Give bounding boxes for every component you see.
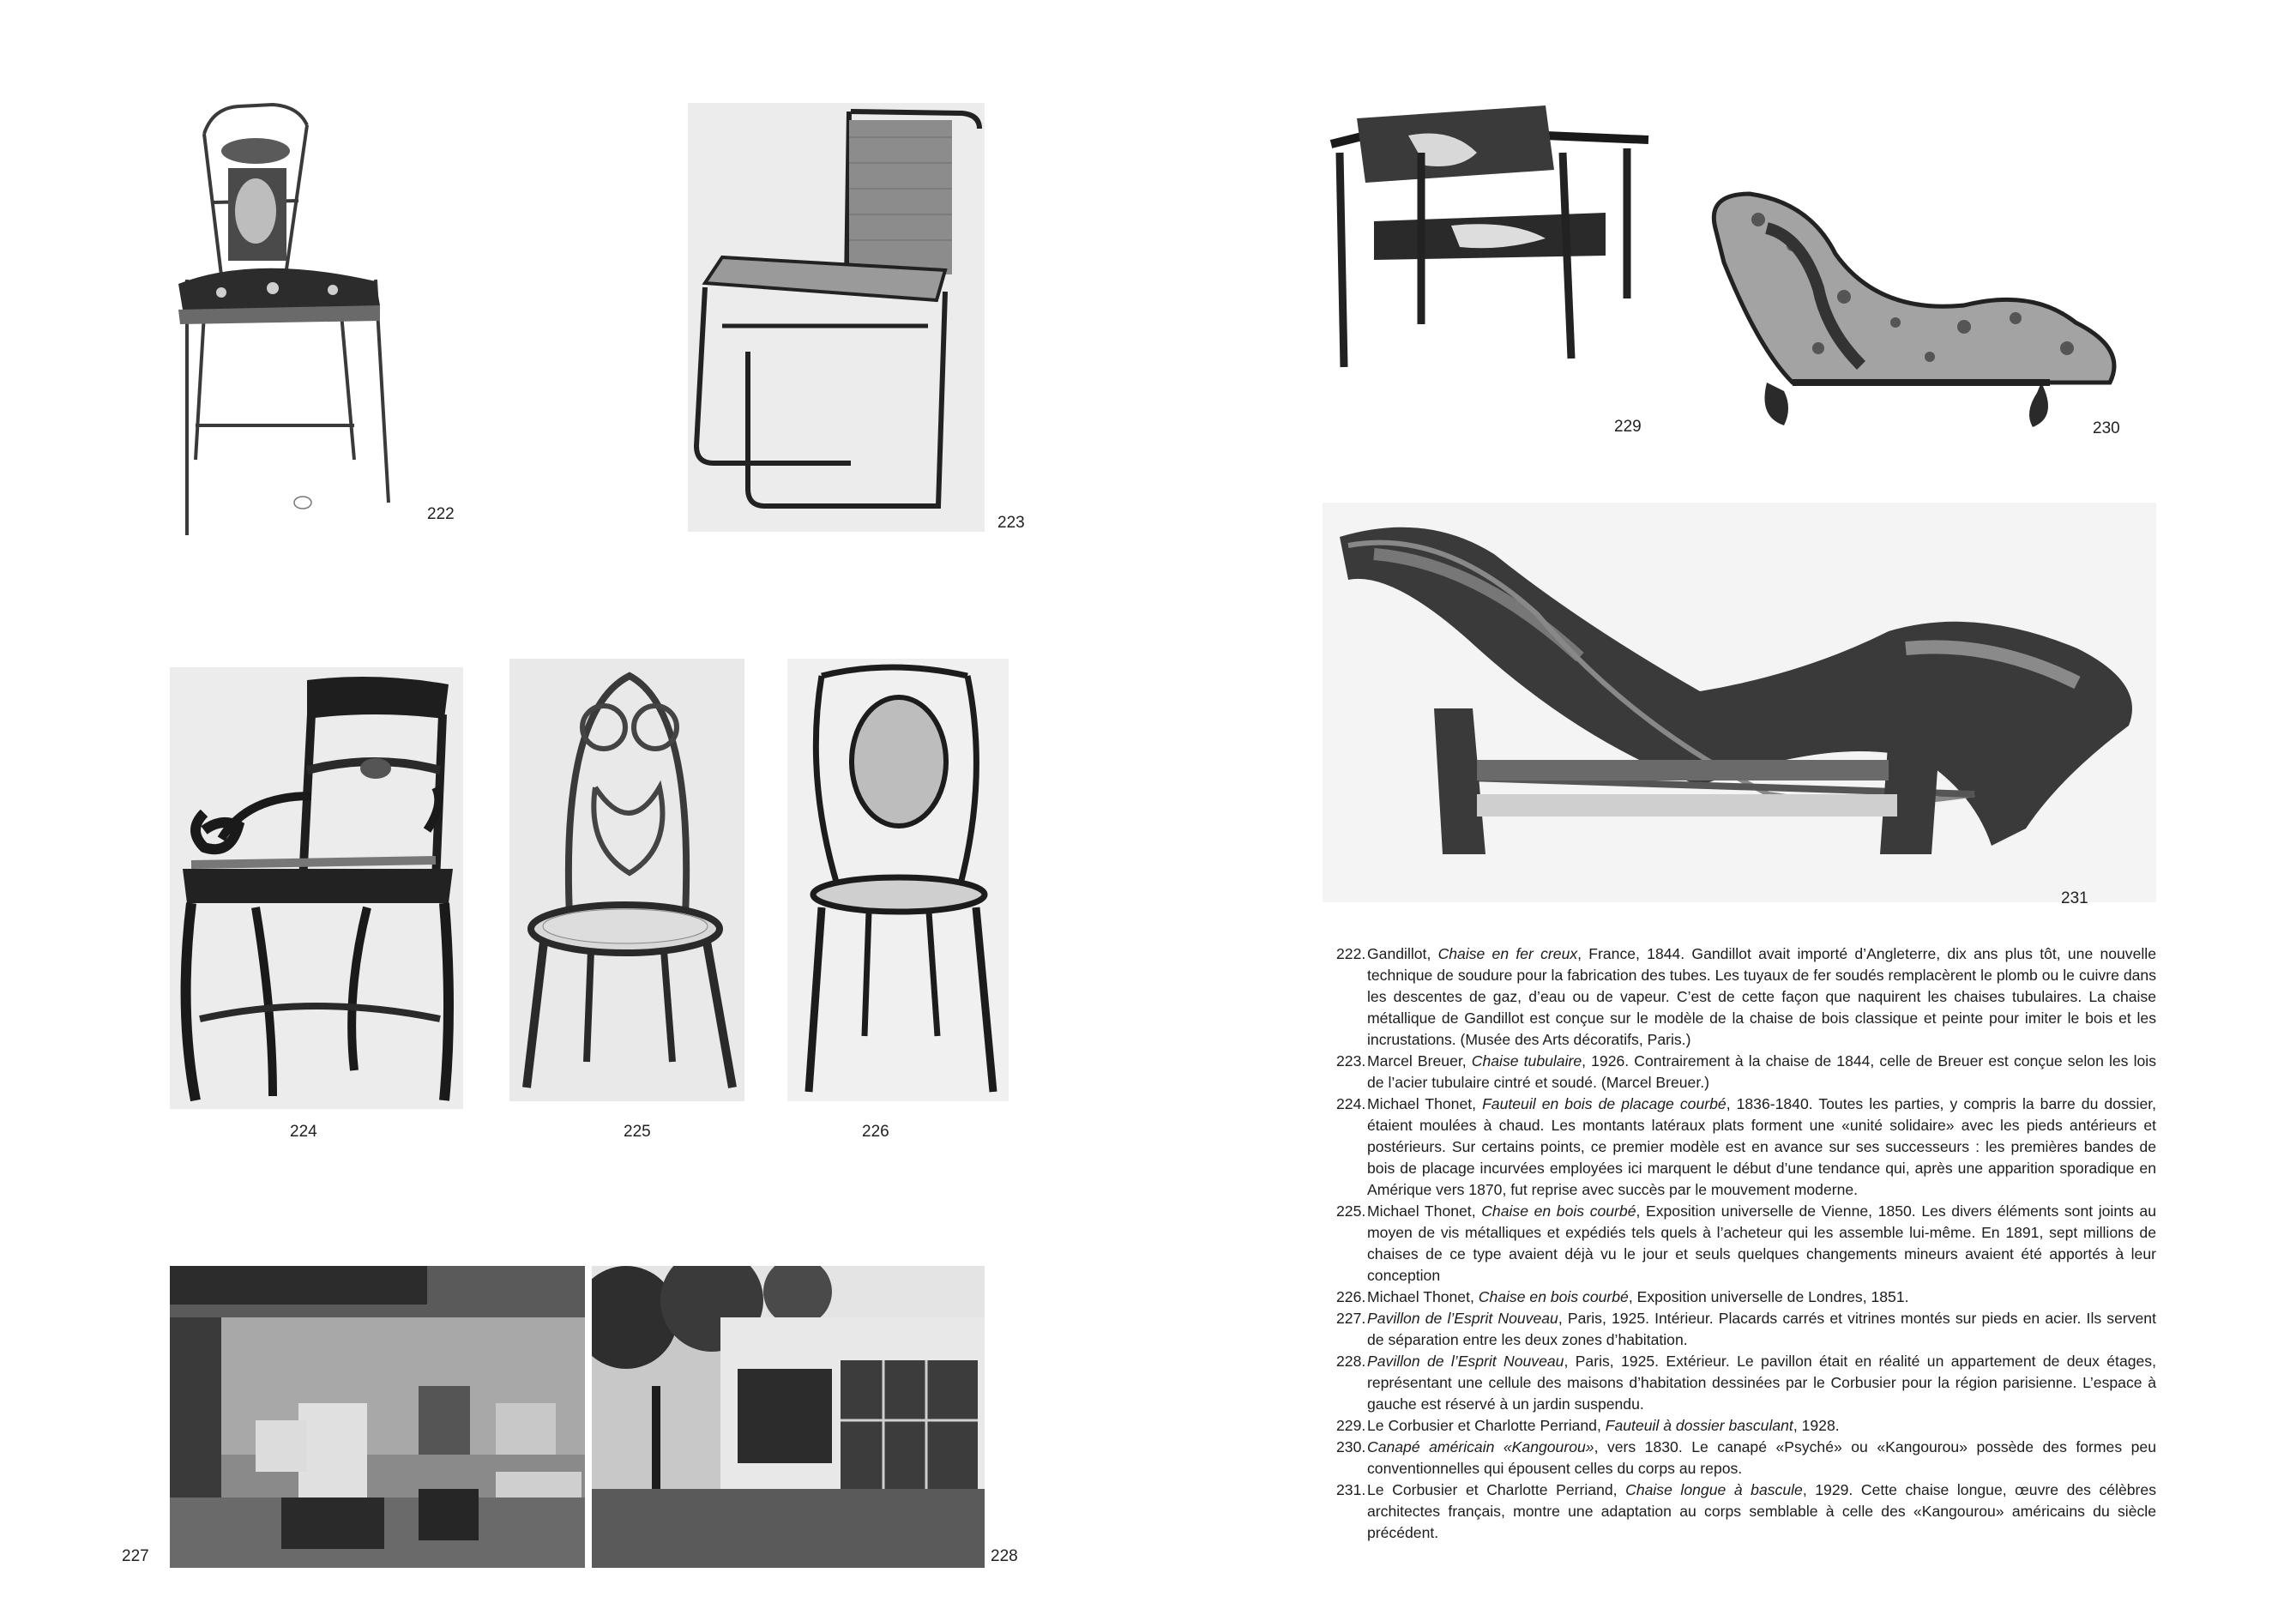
caption-224: 224. Michael Thonet, Fauteuil en bois de placage courbé, 1836-1840. Toutes les parties, y compris la barre du dossier, étaient moulées à chaud. Les montants latéraux plats forment une «unité solidaire» avec les pieds antérieurs et postérieurs. Sur certains points, ce premier modèle est en avance sur ses successeurs : les premières bandes de bois de placage incurvées employées ici marquent le début d’une tendance qui, après une apparition sporadique en Amérique vers 1870, fut reprise avec succès par le mouvement moderne. [1336, 1095, 2157, 1198]
figure-number: 231 [2061, 889, 2088, 907]
pavillon-exterior-photo [592, 1266, 985, 1568]
lc1-armchair-photo [1323, 101, 1650, 374]
caption-225: 225. Michael Thonet, Chaise en bois courbé, Exposition universelle de Vienne, 1850. Les divers éléments sont joints au moyen de vis métalliques et expédiés tels quels à l’acheteur qui les assemble lui-même. En 1891, sept millions de chaises de ce type avaient déjà vu le jour et seuls quelques changements mineurs avaient été apportés à leur conception [1336, 1202, 2156, 1284]
figure-223-image [688, 103, 985, 532]
caption-228: 228. Pavillon de l’Esprit Nouveau, Paris, 1925. Extérieur. Le pavillon était en réalité un appartement de deux étages, représentant une cellule des maisons d’habitation dessinées par le Corbusier pour la région parisienne. L’espace à gauche est réservé à un jardin suspendu. [1336, 1353, 2156, 1413]
figure-224-image [170, 667, 463, 1109]
figure-228-image [592, 1266, 985, 1568]
kangourou-sofa-engraving [1707, 177, 2130, 432]
figure-231-image [1323, 503, 2156, 902]
figure-225-image [509, 659, 744, 1101]
figure-number: 225 [624, 1123, 651, 1141]
thonet-armchair-illustration [170, 667, 463, 1109]
figure-226-image [787, 659, 1009, 1101]
figure-number: 222 [427, 505, 455, 523]
figure-number: 228 [991, 1547, 1018, 1565]
figure-number: 227 [122, 1547, 149, 1565]
thonet-vienna-chair-illustration [509, 659, 744, 1101]
caption-226: 226. Michael Thonet, Chaise en bois courbé, Exposition universelle de Londres, 1851. [1336, 1288, 1909, 1305]
figure-number: 226 [862, 1123, 889, 1141]
figure-229-image [1323, 101, 1650, 374]
figure-227-image [170, 1266, 585, 1568]
lc4-chaise-longue-photo [1323, 503, 2156, 902]
caption-229: 229. Le Corbusier et Charlotte Perriand, Fauteuil à dossier basculant, 1928. [1336, 1417, 1840, 1434]
gandillot-chair-illustration [170, 99, 420, 535]
figure-number: 229 [1614, 418, 1642, 436]
figure-number: 230 [2093, 419, 2120, 437]
breuer-tubular-chair-illustration [688, 103, 985, 532]
pavillon-interior-photo [170, 1266, 585, 1568]
caption-231: 231. Le Corbusier et Charlotte Perriand, Chaise longue à bascule, 1929. Cette chaise longue, œuvre des célèbres architectes français, montre une adaptation au corps semblable à celle des «Kangourou» américains du siècle précédent. [1336, 1481, 2156, 1541]
thonet-london-chair-illustration [787, 659, 1009, 1101]
caption-227: 227. Pavillon de l’Esprit Nouveau, Paris, 1925. Intérieur. Placards carrés et vitrines montés sur pieds en acier. Ils servent de séparation entre les deux zones d’habitation. [1336, 1310, 2156, 1348]
caption-list [1336, 943, 2156, 1544]
caption-230: 230. Canapé américain «Kangourou», vers 1830. Le canapé «Psyché» ou «Kangourou» possède des formes peu conventionnelles qui épousent celles du corps au repos. [1336, 1438, 2156, 1477]
figure-222-image [170, 99, 420, 535]
figure-230-image [1707, 177, 2130, 432]
caption-222: 222. Gandillot, Chaise en fer creux, France, 1844. Gandillot avait importé d’Angleterre, dix ans plus tôt, une nouvelle technique de soudure pour la fabrication des tubes. Les tuyaux de fer soudés remplacèrent le plomb ou le cuivre dans les descentes de gaz, d’eau ou de vapeur. C’est de cette façon que naquirent les chaises tubulaires. La chaise métallique de Gandillot est conçue sur le modèle de la chaise de bois classique et peinte pour imiter le bois et les incrustations. (Musée des Arts décoratifs, Paris.) [1336, 945, 2156, 1048]
figure-number: 223 [997, 514, 1025, 532]
figure-number: 224 [290, 1123, 317, 1141]
caption-223: 223. Marcel Breuer, Chaise tubulaire, 1926. Contrairement à la chaise de 1844, celle de Breuer est conçue selon les lois de l’acier tubulaire cintré et soudé. (Marcel Breuer.) [1336, 1052, 2156, 1091]
